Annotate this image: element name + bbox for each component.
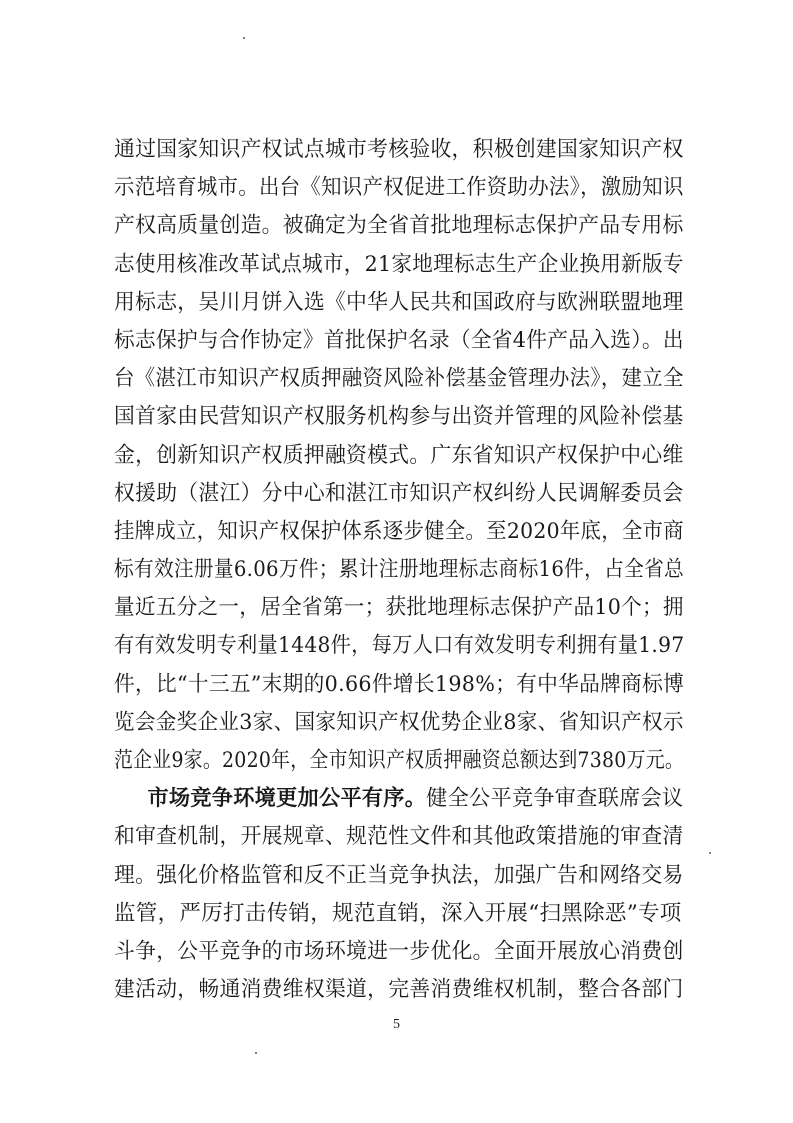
text-line: 和审查机制，开展规章、规范性文件和其他政策措施的审查清 <box>114 824 684 850</box>
text-line: 建活动，畅通消费维权渠道，完善消费维权机制，整合各部门 <box>114 977 684 1003</box>
scan-speck <box>255 1052 257 1054</box>
text-line: 有有效发明专利量1448件，每万人口有效发明专利拥有量1.97 <box>114 633 685 659</box>
text-line: 产权高质量创造。被确定为全省首批地理标志保护产品专用标 <box>114 213 684 239</box>
text-line: 量近五分之一，居全省第一；获批地理标志保护产品10个；拥 <box>114 595 684 621</box>
text-line: 台《湛江市知识产权质押融资风险补偿基金管理办法》，建立全 <box>114 366 684 392</box>
text-line: 理。强化价格监管和反不正当竞争执法，加强广告和网络交易 <box>114 862 684 888</box>
text-line: 斗争，公平竞争的市场环境进一步优化。全面开展放心消费创 <box>114 938 684 964</box>
text-line: 览会金奖企业3家、国家知识产权优势企业8家、省知识产权示 <box>114 709 684 735</box>
text-line: 金，创新知识产权质押融资模式。广东省知识产权保护中心维 <box>114 442 684 468</box>
text-line: 挂牌成立，知识产权保护体系逐步健全。至2020年底，全市商 <box>114 518 684 544</box>
text-line: 权援助（湛江）分中心和湛江市知识产权纠纷人民调解委员会 <box>114 480 684 506</box>
text-line: 范企业9家。2020年，全市知识产权质押融资总额达到7380万元。 <box>114 748 685 773</box>
section-heading: 市场竞争环境更加公平有序。 <box>147 786 427 812</box>
text-line: 标有效注册量6.06万件；累计注册地理标志商标16件，占全省总 <box>114 557 685 583</box>
scan-speck <box>243 37 245 39</box>
section-text: 健全公平竞争审查联席会议 <box>426 786 684 812</box>
text-line: 用标志，吴川月饼入选《中华人民共和国政府与欧洲联盟地理 <box>114 289 684 315</box>
text-line: 件，比“十三五”末期的0.66件增长198%；有中华品牌商标博 <box>114 671 685 697</box>
section-first-line <box>114 780 684 818</box>
text-line: 标志保护与合作协定》首批保护名录（全省4件产品入选）。出 <box>114 327 684 353</box>
text-line: 国首家由民营知识产权服务机构参与出资并管理的风险补偿基 <box>114 404 684 430</box>
text-line: 通过国家知识产权试点城市考核验收，积极创建国家知识产权 <box>114 137 684 162</box>
body-text <box>114 131 684 1009</box>
text-line: 志使用核准改革试点城市，21家地理标志生产企业换用新版专 <box>114 251 684 277</box>
page-number: 5 <box>393 1017 400 1032</box>
text-line: 示范培育城市。出台《知识产权促进工作资助办法》，激励知识 <box>114 175 684 201</box>
scan-speck <box>709 852 711 854</box>
text-line: 监管，严厉打击传销，规范直销，深入开展“扫黑除恶”专项 <box>114 900 682 926</box>
